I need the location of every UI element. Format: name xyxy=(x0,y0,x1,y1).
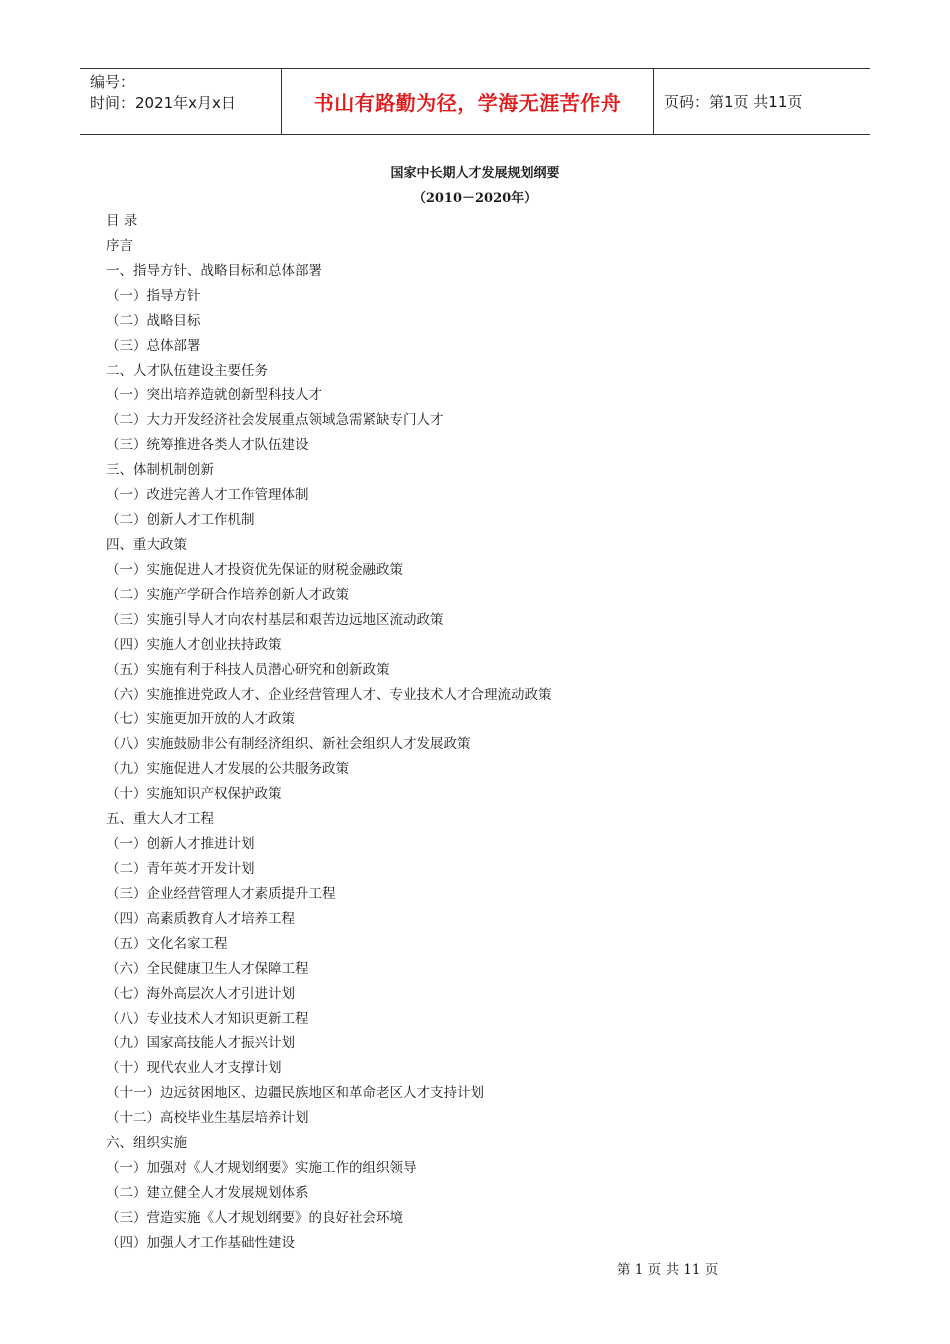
toc-item: （五）文化名家工程 xyxy=(106,935,228,952)
toc-item: （三）实施引导人才向农村基层和艰苦边远地区流动政策 xyxy=(106,611,444,628)
time-label: 时间：2021年x月x日 xyxy=(90,94,236,112)
header-page-info: 页码：第1页 共11页 xyxy=(664,93,803,111)
toc-item: （七）实施更加开放的人才政策 xyxy=(106,711,295,728)
toc-item: （二）建立健全人才发展规划体系 xyxy=(106,1184,309,1201)
toc-item: （八）专业技术人才知识更新工程 xyxy=(106,1010,309,1027)
number-label: 编号： xyxy=(90,73,136,91)
toc-item: （十）实施知识产权保护政策 xyxy=(106,786,282,803)
toc-item: （十二）高校毕业生基层培养计划 xyxy=(106,1110,309,1127)
toc-item: （九）实施促进人才发展的公共服务政策 xyxy=(106,761,349,778)
toc-item: （八）实施鼓励非公有制经济组织、新社会组织人才发展政策 xyxy=(106,736,471,753)
toc-item: （三）企业经营管理人才素质提升工程 xyxy=(106,885,336,902)
toc-item: 二、人才队伍建设主要任务 xyxy=(106,362,268,379)
toc-item: （二）战略目标 xyxy=(106,312,201,329)
toc-item: （一）创新人才推进计划 xyxy=(106,836,255,853)
toc-item: （七）海外高层次人才引进计划 xyxy=(106,985,295,1002)
toc-item: 序言 xyxy=(106,237,133,254)
page-footer: 第 1 页 共 11 页 xyxy=(617,1262,719,1278)
toc-item: 三、体制机制创新 xyxy=(106,462,214,479)
toc-item: （三）统筹推进各类人才队伍建设 xyxy=(106,437,309,454)
header-meta xyxy=(80,69,282,134)
toc-item: （一）指导方针 xyxy=(106,287,201,304)
toc-item: （四）高素质教育人才培养工程 xyxy=(106,910,295,927)
page-header xyxy=(80,68,870,135)
toc-item: 目 录 xyxy=(106,213,138,229)
toc-item: 五、重大人才工程 xyxy=(106,811,214,828)
toc-item: （六）全民健康卫生人才保障工程 xyxy=(106,960,309,977)
toc-item: （二）青年英才开发计划 xyxy=(106,860,255,877)
toc-item: （二）创新人才工作机制 xyxy=(106,512,255,529)
toc-item: （六）实施推进党政人才、企业经营管理人才、专业技术人才合理流动政策 xyxy=(106,686,552,703)
toc-item: （四）加强人才工作基础性建设 xyxy=(106,1234,295,1251)
toc-item: （一）加强对《人才规划纲要》实施工作的组织领导 xyxy=(106,1160,417,1177)
toc-item: 一、指导方针、战略目标和总体部署 xyxy=(106,262,322,279)
toc-item: （二）实施产学研合作培养创新人才政策 xyxy=(106,586,349,603)
toc-item: （一）改进完善人才工作管理体制 xyxy=(106,487,309,504)
toc-item: 六、组织实施 xyxy=(106,1135,187,1152)
toc-item: （三）总体部署 xyxy=(106,337,201,354)
toc-item: （一）实施促进人才投资优先保证的财税金融政策 xyxy=(106,561,403,578)
toc-item: 四、重大政策 xyxy=(106,536,187,553)
header-slogan: 书山有路勤为径，学海无涯苦作舟 xyxy=(282,69,654,134)
toc-item: （三）营造实施《人才规划纲要》的良好社会环境 xyxy=(106,1209,403,1226)
toc-item: （二）大力开发经济社会发展重点领域急需紧缺专门人才 xyxy=(106,412,444,429)
toc-item: （一）突出培养造就创新型科技人才 xyxy=(106,387,322,404)
toc-item: （十）现代农业人才支撑计划 xyxy=(106,1060,282,1077)
table-of-contents xyxy=(106,209,806,1256)
toc-item: （四）实施人才创业扶持政策 xyxy=(106,636,282,653)
document-subtitle: （2010－2020年） xyxy=(412,191,538,206)
toc-item: （九）国家高技能人才振兴计划 xyxy=(106,1035,295,1052)
toc-item: （五）实施有利于科技人员潜心研究和创新政策 xyxy=(106,661,390,678)
toc-item: （十一）边远贫困地区、边疆民族地区和革命老区人才支持计划 xyxy=(106,1085,484,1102)
document-title: 国家中长期人才发展规划纲要 xyxy=(390,166,560,181)
